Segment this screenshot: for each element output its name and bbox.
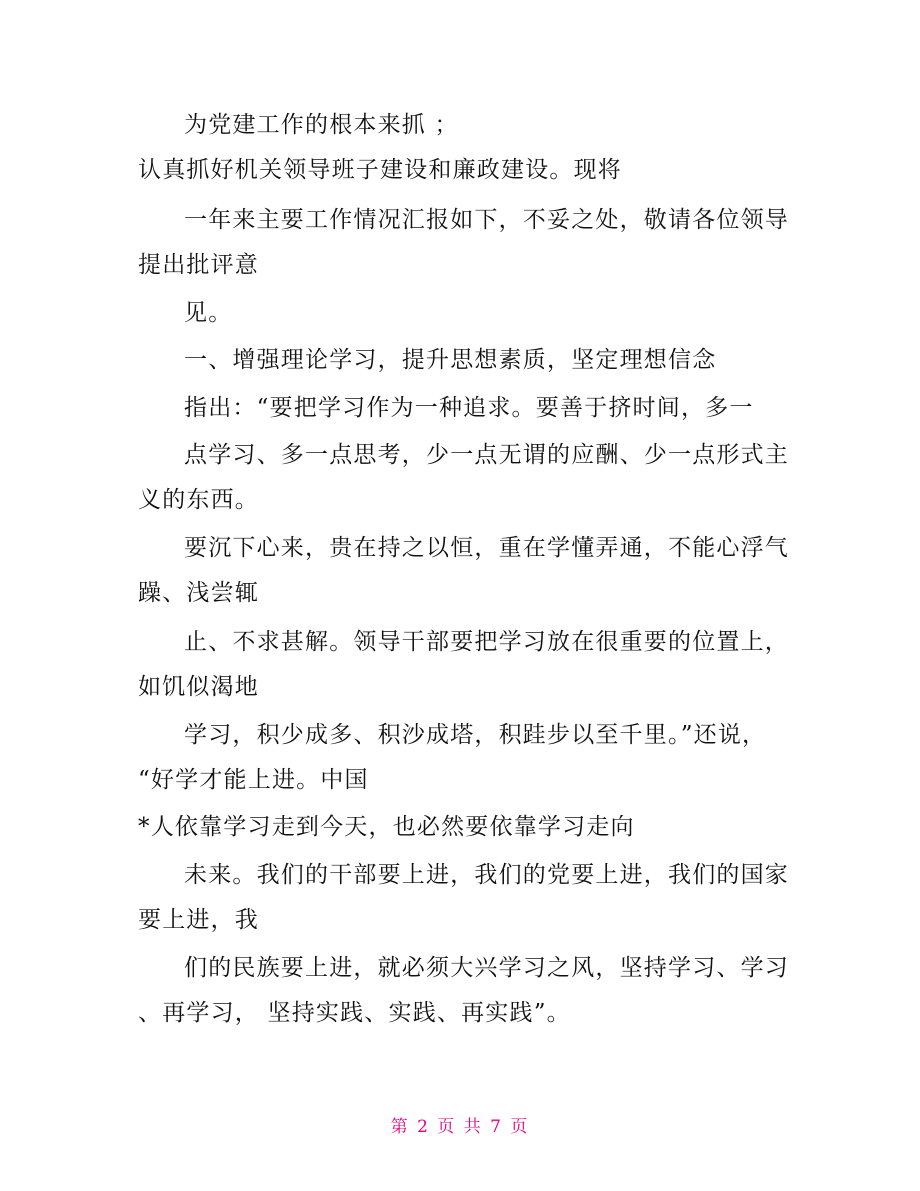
text-line-19: 们的民族要上进，就必须大兴学习之风，坚持学习、学习 — [184, 955, 789, 981]
text-line-14: 学习，积少成多、积沙成塔，积跬步以至千里。”还说， — [184, 722, 767, 748]
text-line-11: 躁、浅尝辄 — [138, 580, 259, 606]
text-line-16: *人依靠学习走到今天，也必然要依靠学习走向 — [138, 814, 635, 840]
text-line-12: 止、不求甚解。领导干部要把学习放在很重要的位置上， — [184, 629, 789, 655]
text-line-10: 要沉下心来，贵在持之以恒，重在学懂弄通，不能心浮气 — [184, 535, 789, 561]
text-line-8: 点学习、多一点思考，少一点无谓的应酬、少一点形式主 — [184, 442, 789, 468]
text-line-4: 提出批评意 — [138, 252, 259, 278]
text-line-9: 义的东西。 — [138, 487, 259, 513]
text-line-5: 见。 — [184, 300, 233, 326]
text-line-1: 为党建工作的根本来抓 ； — [184, 112, 459, 138]
text-line-7: 指出：“要把学习作为一种追求。要善于挤时间，多一 — [184, 395, 754, 421]
text-line-3: 一年来主要工作情况汇报如下，不妥之处，敬请各位领导 — [184, 207, 789, 233]
text-line-20: 、再学习， 坚持实践、实践、再实践”。 — [138, 1000, 571, 1026]
text-line-15: “好学才能上进。中国 — [138, 767, 369, 793]
text-line-18: 要上进，我 — [138, 907, 259, 933]
text-line-17: 未来。我们的干部要上进，我们的党要上进，我们的国家 — [184, 862, 789, 888]
section-heading-1: 一、增强理论学习，提升思想素质，坚定理想信念 — [184, 347, 717, 373]
page-number-footer: 第 2 页 共 7 页 — [390, 1117, 530, 1137]
text-line-13: 如饥似渴地 — [138, 674, 259, 700]
text-line-2: 认真抓好机关领导班子建设和廉政建设。现将 — [138, 157, 622, 183]
